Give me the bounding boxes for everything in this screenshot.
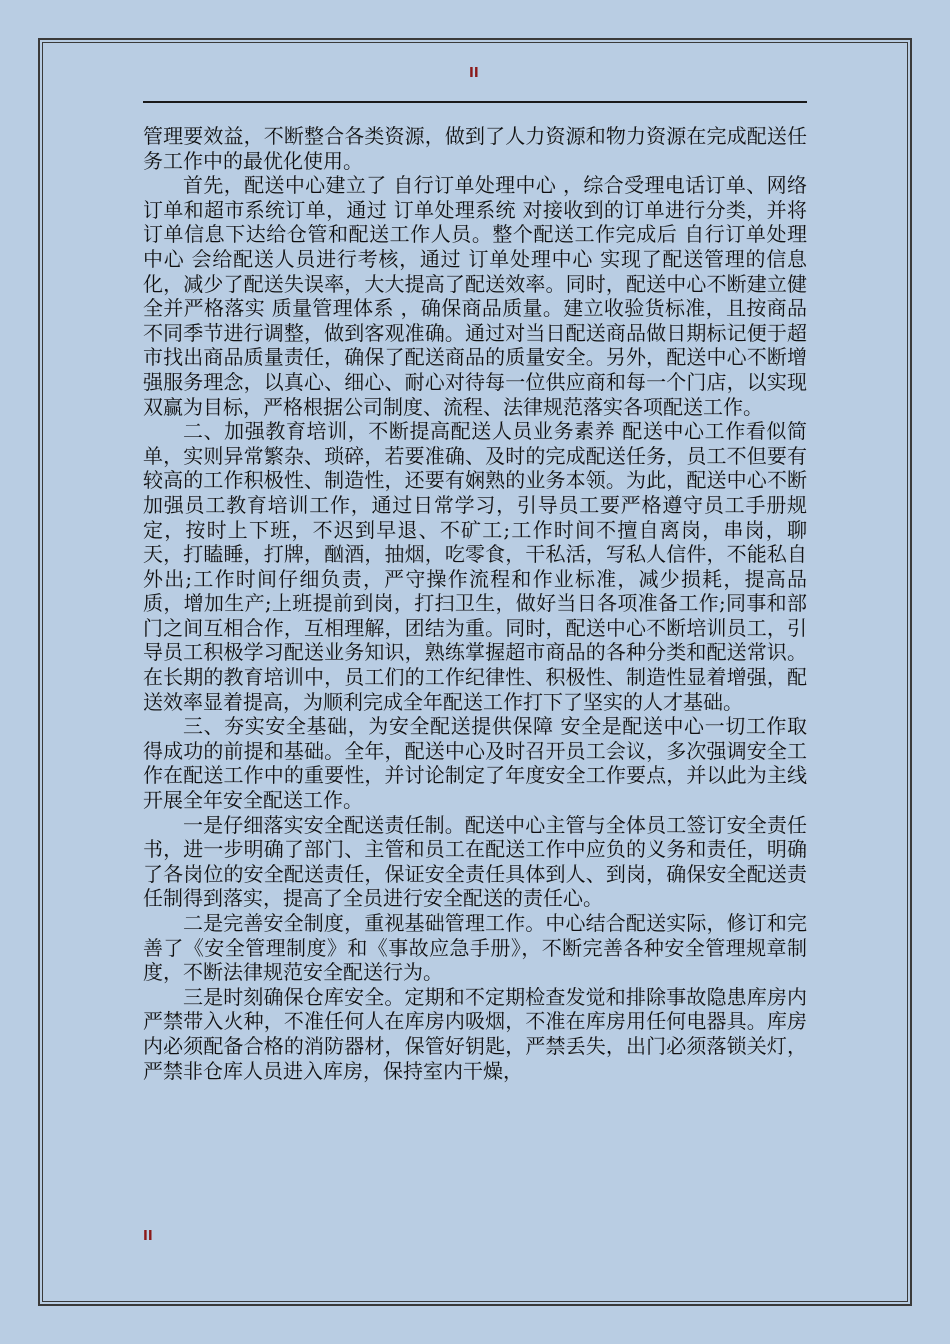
paragraph-3: 二、加强教育培训，不断提高配送人员业务素养 配送中心工作看似简单，实则异常繁杂、琐碎，若要准确、及时的完成配送任务，员工不但要有较高的工作积极性、制造性，还要有娴熟的业务本领。为此，配送中心不断加强员工教育培训工作，通过日常学习，引导员工要严格遵守员工手册规定，按时上下班，不迟到早退、不矿工;工作时间不擅自离岗，串岗，聊天，打瞌睡，打牌，酗酒，抽烟，吃零食，干私活，写私人信件，不能私自外出;工作时间仔细负责，严守操作流程和作业标准，减少损耗，提高品质，增加生产;上班提前到岗，打扫卫生，做好当日各项准备工作;同事和部门之间互相合作，互相理解，团结为重。同时，配送中心不断培训员工，引导员工积极学习配送业务知识，熟练掌握超市商品的各种分类和配送常识。在长期的教育培训中，员工们的工作纪律性、积极性、制造性显着增强，配送效率显着提高，为顺利完成全年配送工作打下了坚实的人才基础。 [143,419,807,714]
paragraph-1: 管理要效益，不断整合各类资源，做到了人力资源和物力资源在完成配送任务工作中的最优化使用。 [143,124,807,173]
footer-page-mark: II [143,1229,153,1244]
paragraph-7: 三是时刻确保仓库安全。定期和不定期检查发觉和排除事故隐患库房内严禁带入火种，不准任何人在库房内吸烟，不准在库房用任何电器具。库房内必须配备合格的消防器材，保管好钥匙，严禁丢失，出门必须落锁关灯，严禁非仓库人员进入库房，保持室内干燥， [143,984,807,1083]
header-rule [143,101,807,103]
header-page-mark: II [469,66,479,81]
document-body [143,124,807,1083]
paragraph-6: 二是完善安全制度，重视基础管理工作。中心结合配送实际，修订和完善了《安全管理制度》和《事故应急手册》，不断完善各种安全管理规章制度，不断法律规范安全配送行为。 [143,911,807,985]
paragraph-5: 一是仔细落实安全配送责任制。配送中心主管与全体员工签订安全责任书，进一步明确了部门、主管和员工在配送工作中应负的义务和责任，明确了各岗位的安全配送责任，保证安全责任具体到人、到岗，确保安全配送责任制得到落实，提高了全员进行安全配送的责任心。 [143,812,807,911]
paragraph-2: 首先，配送中心建立了 自行订单处理中心 ，综合受理电话订单、网络订单和超市系统订单，通过 订单处理系统 对接收到的订单进行分类，并将订单信息下达给仓管和配送工作人员。整个配送工作完成后 自行订单处理中心 会给配送人员进行考核，通过 订单处理中心 实现了配送管理的信息化，减少了配送失误率，大大提高了配送效率。同时，配送中心不断建立健全并严格落实 质量管理体系 ，确保商品质量。建立收验货标准，且按商品不同季节进行调整，做到客观准确。通过对当日配送商品做日期标记便于超市找出商品质量责任，确保了配送商品的质量安全。另外，配送中心不断增强服务理念，以真心、细心、耐心对待每一位供应商和每一个门店，以实现双赢为目标，严格根据公司制度、流程、法律规范落实各项配送工作。 [143,173,807,419]
paragraph-4: 三、夯实安全基础，为安全配送提供保障 安全是配送中心一切工作取得成功的前提和基础。全年，配送中心及时召开员工会议，多次强调安全工作在配送工作中的重要性，并讨论制定了年度安全工作要点，并以此为主线开展全年安全配送工作。 [143,714,807,813]
